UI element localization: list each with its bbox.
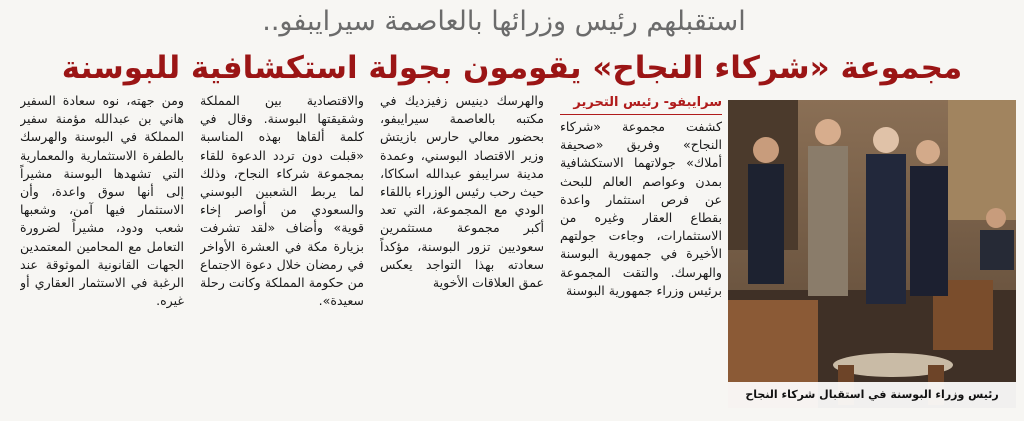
article-column-2 [380, 92, 544, 421]
article-kicker: استقبلهم رئيس وزرائها بالعاصمة سيرايبفو.. [262, 6, 746, 37]
article-paragraph: ومن جهته، نوه سعادة السفير هاني بن عبدالله مؤمنة سفير المملكة في البوسنة والهرسك بالطفرة الاستثمارية والمعمارية التي تشهدها البوسنة مشيراً إلى أنها سوق واعدة، وأن الاستثمار فيها آمن، وشعبها شعب ودود، مشيراً لضرورة التعامل مع المحامين المعتمدين الجهات القانونية الموثوقة عند الرغبة في الاستثمار العقاري أو غيره. [20, 93, 184, 309]
article-photo [728, 100, 1016, 408]
article-body [0, 92, 728, 421]
group-photo-icon [728, 100, 1016, 408]
article-column-4 [20, 92, 184, 421]
article-column-1 [560, 92, 722, 421]
photo-caption: رئيس وزراء البوسنة في استقبال شركاء النجاح [728, 382, 1016, 408]
article-paragraph: كشفت مجموعة «شركاء النجاح» وفريق «صحيفة أملاك» جولاتهما الاستكشافية بمدن وعواصم العالم للبحث عن فرص استثمار واعدة بقطاع العقار وغيره من الاستثمارات، وجاءت جولتهم الأخيرة في جمهورية البوسنة والهرسك. والتقت المجموعة برئيس وزراء جمهورية البوسنة [560, 119, 722, 298]
article-paragraph: والاقتصادية بين المملكة وشقيقتها البوسنة. وقال في كلمة ألقاها بهذه المناسبة «قبلت دون تردد الدعوة للقاء بمجموعة شركاء النجاح، وذلك لما يربط الشعبين البوسني والسعودي من أواصر إخاء قوية» وأضاف «لقد تشرفت بزيارة مكة في العشرة الأواخر في رمضان خلال دعوة الاجتماع من حكومة المملكة وكانت رحلة سعيدة». [200, 93, 364, 309]
article-column-3 [200, 92, 364, 421]
article-headline: مجموعة «شركاء النجاح» يقومون بجولة استكشافية للبوسنة [61, 50, 963, 86]
article-byline: سرايبفو- رئيس التحرير [560, 92, 722, 115]
article-paragraph: والهرسك دينيس زفيزديك في مكتبه بالعاصمة سيرايبفو، بحضور معالي حارس بازيتش وزير الاقتصاد البوسني، وعمدة مدينة سرايبفو عبدالله اسكاكا، حيث رحب رئيس الوزراء باللقاء الودي مع المجموعة، التي تعد أكبر مجموعة مستثمرين سعوديين تزور البوسنة، مؤكداً سعادته بهذا التواجد يعكس عمق العلاقات الأخوية [380, 93, 544, 291]
